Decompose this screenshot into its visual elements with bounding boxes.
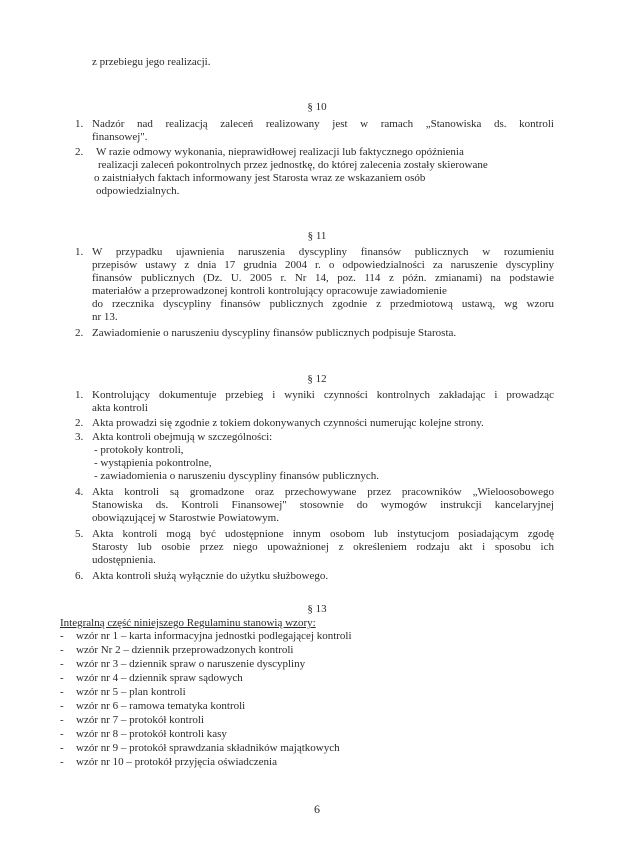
s12-item-5-number: 5. bbox=[75, 528, 84, 540]
s12-item-1-line-2: akta kontroli bbox=[92, 402, 148, 414]
section-11-title: § 11 bbox=[307, 230, 327, 242]
list-dash: - bbox=[60, 756, 64, 768]
s12-subitem-notifications: - zawiadomienia o naruszeniu dyscypliny finansów publicznych. bbox=[94, 470, 380, 482]
s11-item-1-line-4: materiałów a przeprowadzonej kontroli kontrolujący opracowuje zawiadomienie bbox=[92, 285, 447, 297]
s10-item-2-line-3: o zaistniałych faktach informowany jest Starosta wraz ze wskazaniem osób bbox=[94, 172, 426, 184]
s10-item-1-number: 1. bbox=[75, 118, 84, 130]
pattern-item-4: wzór nr 4 – dziennik spraw sądowych bbox=[76, 672, 243, 684]
s10-item-2-number: 2. bbox=[75, 146, 84, 158]
s13-heading: Integralną część niniejszego Regulaminu stanowią wzory: bbox=[60, 617, 316, 629]
page-number: 6 bbox=[314, 802, 320, 816]
s10-item-2-line-1: W razie odmowy wykonania, nieprawidłowej realizacji lub faktycznego opóźnienia bbox=[96, 146, 464, 158]
s12-item-3-line-1: Akta kontroli obejmują w szczególności: bbox=[92, 431, 273, 443]
pattern-item-9: wzór nr 9 – protokół sprawdzania składników majątkowych bbox=[76, 742, 340, 754]
list-dash: - bbox=[60, 672, 64, 684]
list-dash: - bbox=[60, 630, 64, 642]
s12-item-2-number: 2. bbox=[75, 417, 84, 429]
s11-item-1-number: 1. bbox=[75, 246, 84, 258]
s12-item-5-line-1: Akta kontroli mogą być udostępnione innym osobom lub instytucjom posiadającym zgodę bbox=[92, 528, 554, 540]
pattern-item-7: wzór nr 7 – protokół kontroli bbox=[76, 714, 205, 726]
pattern-item-10: wzór nr 10 – protokół przyjęcia oświadczenia bbox=[76, 756, 277, 768]
s11-item-1-line-5: do rzecznika dyscypliny finansów publicznych zgodnie z przedmiotową ustawą, wg wzoru bbox=[92, 298, 554, 310]
s12-item-5-line-2: Starosty lub osobie przez niego upoważnionej z określeniem rodzaju akt i sposobu ich bbox=[92, 541, 554, 553]
list-dash: - bbox=[60, 686, 64, 698]
pattern-item-2: wzór Nr 2 – dziennik przeprowadzonych kontroli bbox=[76, 644, 294, 656]
s12-item-4-line-3: obowiązującej w Starostwie Powiatowym. bbox=[92, 512, 279, 524]
section-12-title: § 12 bbox=[307, 373, 327, 385]
s12-item-4-line-1: Akta kontroli są gromadzone oraz przechowywane przez pracowników „Wieloosobowego bbox=[92, 486, 554, 498]
list-dash: - bbox=[60, 714, 64, 726]
s12-subitem-protocols: - protokoły kontroli, bbox=[94, 444, 184, 456]
s10-item-2-line-4: odpowiedzialnych. bbox=[96, 185, 180, 197]
list-dash: - bbox=[60, 728, 64, 740]
s11-item-2-line-1: Zawiadomienie o naruszeniu dyscypliny finansów publicznych podpisuje Starosta. bbox=[92, 327, 457, 339]
pattern-item-6: wzór nr 6 – ramowa tematyka kontroli bbox=[76, 700, 246, 712]
s10-item-1-line-2: finansowej". bbox=[92, 131, 148, 143]
pattern-item-8: wzór nr 8 – protokół kontroli kasy bbox=[76, 728, 227, 740]
s12-item-1-number: 1. bbox=[75, 389, 84, 401]
s10-item-2-line-2: realizacji zaleceń pokontrolnych przez jednostkę, do której zalecenia zostały skierowane bbox=[98, 159, 488, 171]
pattern-item-3: wzór nr 3 – dziennik spraw o naruszenie dyscypliny bbox=[76, 658, 306, 670]
intro-line: z przebiegu jego realizacji. bbox=[92, 56, 211, 68]
section-10-title: § 10 bbox=[307, 101, 327, 113]
list-dash: - bbox=[60, 742, 64, 754]
s12-item-6-line-1: Akta kontroli służą wyłącznie do użytku służbowego. bbox=[92, 570, 329, 582]
pattern-item-1: wzór nr 1 – karta informacyjna jednostki podlegającej kontroli bbox=[76, 630, 352, 642]
s11-item-1-line-2: przepisów ustawy z dnia 17 grudnia 2004 r. o odpowiedzialności za naruszenie dyscypliny bbox=[92, 259, 554, 271]
list-dash: - bbox=[60, 700, 64, 712]
s12-item-1-line-1: Kontrolujący dokumentuje przebieg i wyniki czynności kontrolnych zakładając i prowadząc bbox=[92, 389, 554, 401]
list-dash: - bbox=[60, 658, 64, 670]
s12-item-6-number: 6. bbox=[75, 570, 84, 582]
s12-item-4-line-2: Stanowiska ds. Kontroli Finansowej" stosownie do wymogów instrukcji kancelaryjnej bbox=[92, 499, 554, 511]
section-13-title: § 13 bbox=[307, 603, 327, 615]
s11-item-1-line-3: finansów publicznych (Dz. U. 2005 r. Nr 14, poz. 114 z późn. zmianami) na podstawie bbox=[92, 272, 554, 284]
s11-item-2-number: 2. bbox=[75, 327, 84, 339]
s12-item-2-line-1: Akta prowadzi się zgodnie z tokiem dokonywanych czynności numerując kolejne strony. bbox=[92, 417, 484, 429]
s12-item-4-number: 4. bbox=[75, 486, 84, 498]
s12-item-3-number: 3. bbox=[75, 431, 84, 443]
s10-item-1-line-1: Nadzór nad realizacją zaleceń realizowany jest w ramach „Stanowiska ds. kontroli bbox=[92, 118, 554, 130]
s11-item-1-line-6: nr 13. bbox=[92, 311, 118, 323]
s12-subitem-post-control: - wystąpienia pokontrolne, bbox=[94, 457, 212, 469]
s11-item-1-line-1: W przypadku ujawnienia naruszenia dyscypliny finansów publicznych w rozumieniu bbox=[92, 246, 554, 258]
list-dash: - bbox=[60, 644, 64, 656]
pattern-item-5: wzór nr 5 – plan kontroli bbox=[76, 686, 186, 698]
s12-item-5-line-3: udostępnienia. bbox=[92, 554, 156, 566]
